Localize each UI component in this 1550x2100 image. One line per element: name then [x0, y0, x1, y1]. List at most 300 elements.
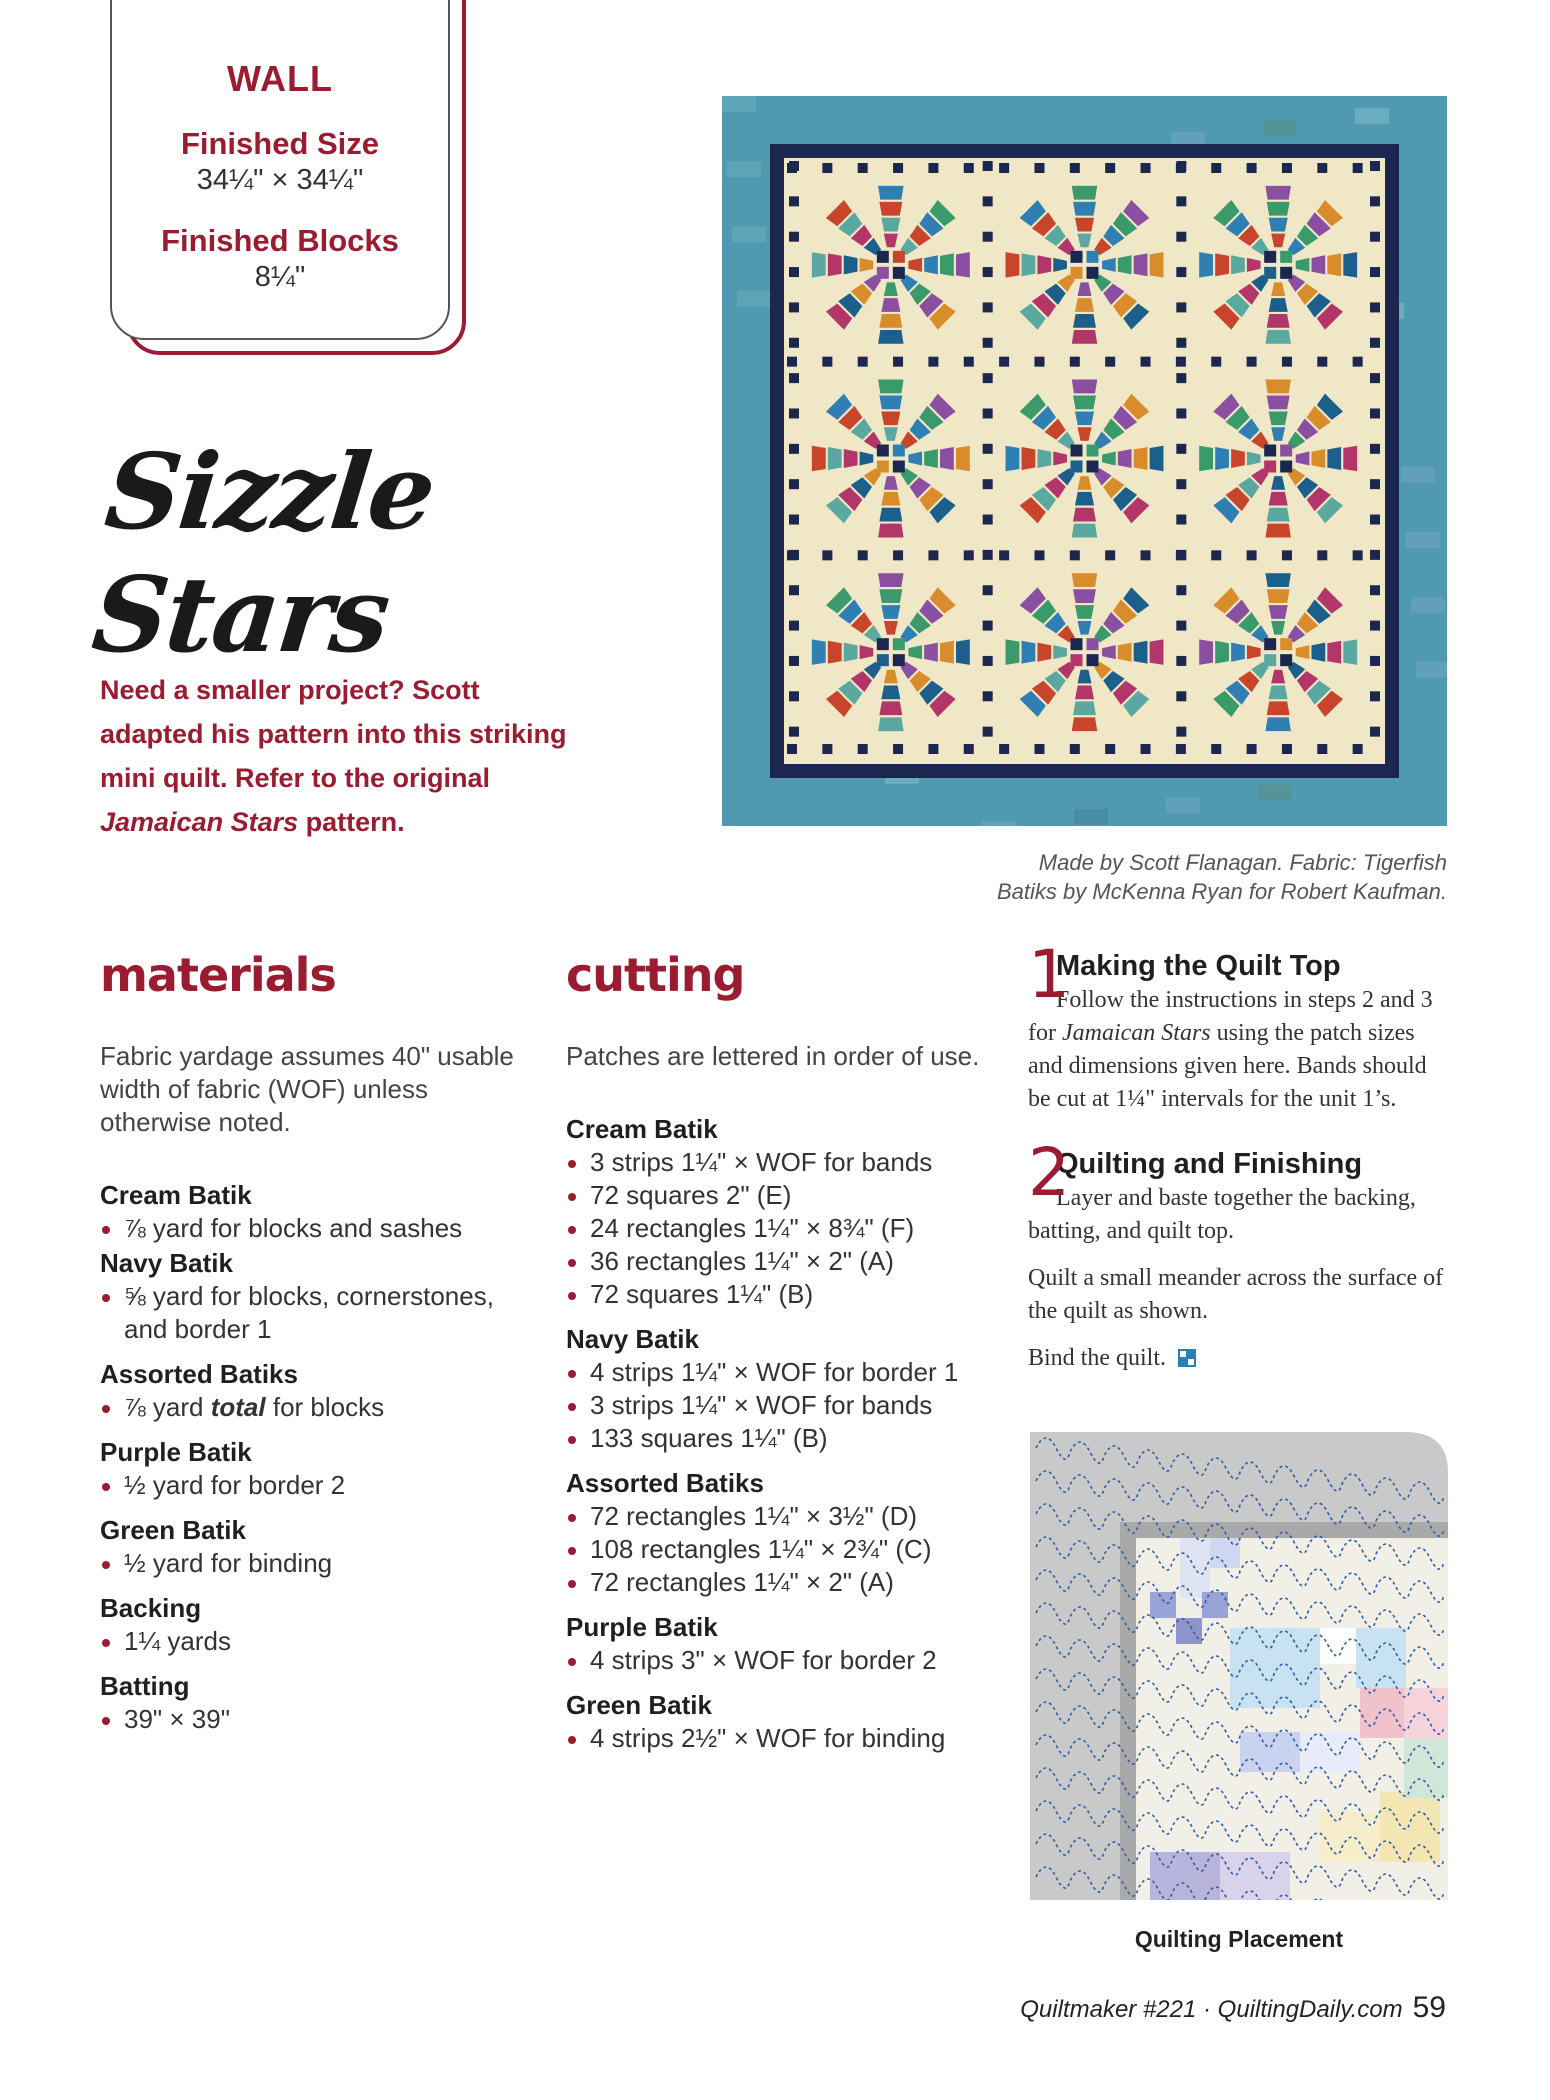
- sashing-square: [964, 357, 974, 367]
- star-strip: [1075, 411, 1094, 425]
- materials-group: [100, 1179, 520, 1245]
- star-strip: [1265, 186, 1290, 200]
- diagram-patch: [1150, 1592, 1176, 1618]
- cutting-note: Patches are lettered in order of use.: [566, 1041, 980, 1071]
- list-item: 4 strips 3" × WOF for border 2: [566, 1644, 996, 1677]
- sashing-square: [789, 515, 799, 525]
- sashing-square: [789, 267, 799, 277]
- group-name: Batting: [100, 1671, 190, 1701]
- group-name: Backing: [100, 1593, 202, 1623]
- list-item: 72 squares 2" (E): [566, 1179, 996, 1212]
- star-strip: [1006, 639, 1020, 664]
- star-strip: [879, 396, 902, 410]
- sashing-square: [789, 656, 799, 666]
- sashing-square: [983, 196, 993, 206]
- star-strip: [1267, 314, 1290, 328]
- step-text: [1028, 984, 1448, 1116]
- sashing-square: [1370, 691, 1380, 701]
- star-strip: [1199, 252, 1213, 277]
- sashing-square: [1141, 744, 1151, 754]
- star-center: [893, 445, 905, 457]
- sashing-square: [983, 479, 993, 489]
- sashing-square: [983, 232, 993, 242]
- star-strip: [1075, 298, 1094, 312]
- sashing-square: [1176, 727, 1186, 737]
- sashing-square: [822, 163, 832, 173]
- star-strip: [879, 314, 902, 328]
- cutting-group: [566, 1467, 996, 1599]
- sashing-square: [789, 373, 799, 383]
- star-strip: [828, 447, 842, 470]
- star-strip: [1269, 605, 1288, 619]
- sashing-square: [789, 408, 799, 418]
- border-texture: [732, 226, 766, 242]
- border-texture: [1166, 797, 1200, 813]
- sashing-square: [789, 302, 799, 312]
- sashing-square: [1176, 479, 1186, 489]
- materials-heading: materials: [100, 948, 336, 1002]
- sashing-square: [1282, 163, 1292, 173]
- emphasis: total: [210, 1392, 266, 1422]
- page-footer: [1020, 1991, 1446, 2025]
- sashing-square: [1370, 338, 1380, 348]
- sashing-square: [928, 357, 938, 367]
- star-strip: [844, 643, 858, 662]
- sashing-square: [1370, 444, 1380, 454]
- group-name: Purple Batik: [566, 1612, 718, 1642]
- star-strip: [1037, 255, 1051, 274]
- sashing-square: [1211, 163, 1221, 173]
- star-strip: [1072, 186, 1097, 200]
- sashing-square: [1282, 550, 1292, 560]
- list-item: 72 rectangles 1¼" × 3½" (D): [566, 1500, 996, 1533]
- sashing-square: [822, 357, 832, 367]
- cutting-group: [566, 1689, 996, 1755]
- star-center: [1280, 654, 1292, 666]
- quilt-illustration: [722, 96, 1447, 826]
- diagram-patch: [1210, 1538, 1240, 1568]
- sashing-square: [1176, 338, 1186, 348]
- star-strip: [1231, 643, 1245, 662]
- star-strip: [1075, 605, 1094, 619]
- end-mark-icon: [1178, 1349, 1196, 1367]
- sashing-square: [983, 267, 993, 277]
- star-strip: [1269, 218, 1288, 232]
- star-strip: [881, 411, 900, 425]
- sashing-square: [787, 550, 797, 560]
- sashing-square: [893, 163, 903, 173]
- star-strip: [1327, 447, 1341, 470]
- star-strip: [1265, 330, 1290, 344]
- list-item: 36 rectangles 1¼" × 2" (A): [566, 1245, 996, 1278]
- sashing-square: [1034, 744, 1044, 754]
- border-texture: [737, 291, 771, 307]
- materials-group: [100, 1514, 520, 1580]
- sashing-square: [1176, 744, 1186, 754]
- star-strip: [1267, 589, 1290, 603]
- star-center: [877, 654, 889, 666]
- star-strip: [1073, 396, 1096, 410]
- star-center: [1264, 461, 1276, 473]
- sashing-square: [1176, 373, 1186, 383]
- diagram-patch: [1230, 1628, 1320, 1708]
- sashing-square: [1105, 357, 1115, 367]
- diagram-patch: [1176, 1618, 1202, 1644]
- star-strip: [1327, 253, 1341, 276]
- cutting-group: [566, 1611, 996, 1677]
- star-center: [893, 267, 905, 279]
- sashing-square: [983, 302, 993, 312]
- star-strip: [1006, 252, 1020, 277]
- star-strip: [881, 218, 900, 232]
- star-strip: [1269, 685, 1288, 699]
- badge-kind: WALL: [227, 58, 333, 99]
- star-strip: [1343, 252, 1357, 277]
- star-center: [1264, 654, 1276, 666]
- sashing-square: [1247, 357, 1257, 367]
- star-strip: [1343, 639, 1357, 664]
- sashing-square: [964, 163, 974, 173]
- sashing-square: [983, 585, 993, 595]
- star-strip: [1267, 396, 1290, 410]
- star-strip: [1150, 446, 1164, 471]
- star-center: [1087, 445, 1099, 457]
- sashing-square: [1034, 357, 1044, 367]
- sashing-square: [1353, 163, 1363, 173]
- star-strip: [1022, 447, 1036, 470]
- sashing-square: [1176, 161, 1186, 171]
- sashing-square: [1370, 196, 1380, 206]
- page-number: 59: [1412, 1991, 1446, 2024]
- group-name: Cream Batik: [566, 1114, 718, 1144]
- star-strip: [878, 524, 903, 538]
- star-center: [877, 638, 889, 650]
- sashing-square: [964, 550, 974, 560]
- sashing-square: [789, 232, 799, 242]
- cutting-group: [566, 1323, 996, 1455]
- star-strip: [1134, 641, 1148, 664]
- sashing-square: [1105, 744, 1115, 754]
- star-strip: [1265, 573, 1290, 587]
- list-item: 133 squares 1¼" (B): [566, 1422, 996, 1455]
- star-strip: [1311, 449, 1325, 468]
- sashing-square: [1070, 744, 1080, 754]
- star-strip: [879, 701, 902, 715]
- step-text: Quilt a small meander across the surface of the quilt as shown.: [1028, 1265, 1444, 1324]
- star-strip: [1215, 253, 1229, 276]
- sashing-square: [1176, 444, 1186, 454]
- cutting-group: [566, 1113, 996, 1311]
- star-strip: [879, 202, 902, 216]
- star-strip: [828, 641, 842, 664]
- star-strip: [1199, 639, 1213, 664]
- sashing-square: [858, 163, 868, 173]
- border-texture: [1355, 108, 1389, 124]
- star-center: [1087, 654, 1099, 666]
- sashing-square: [983, 408, 993, 418]
- star-strip: [1231, 449, 1245, 468]
- star-strip: [1311, 255, 1325, 274]
- sashing-square: [1211, 744, 1221, 754]
- diagram-patch: [1380, 1792, 1440, 1862]
- sashing-square: [1317, 163, 1327, 173]
- caption-line-2: Batiks by McKenna Ryan for Robert Kaufman.: [997, 879, 1447, 904]
- sashing-square: [1141, 163, 1151, 173]
- sashing-square: [983, 338, 993, 348]
- sashing-square: [1353, 744, 1363, 754]
- sashing-square: [983, 515, 993, 525]
- sashing-square: [789, 444, 799, 454]
- star-strip: [1267, 508, 1290, 522]
- diagram-patch: [1404, 1738, 1448, 1798]
- sashing-square: [789, 196, 799, 206]
- sashing-square: [1105, 163, 1115, 173]
- star-strip: [1269, 411, 1288, 425]
- list-item: 24 rectangles 1¼" × 8¾" (F): [566, 1212, 996, 1245]
- sashing-square: [1176, 621, 1186, 631]
- star-center: [1087, 251, 1099, 263]
- intro-body: Need a smaller project? Scott adapted his pattern into this striking mini quilt. Refer to the original: [100, 675, 567, 793]
- photo-caption: [722, 848, 1447, 906]
- star-strip: [828, 253, 842, 276]
- star-strip: [881, 492, 900, 506]
- sashing-square: [1370, 727, 1380, 737]
- star-center: [877, 267, 889, 279]
- star-strip: [881, 605, 900, 619]
- star-center: [1071, 638, 1083, 650]
- star-strip: [1134, 253, 1148, 276]
- border-texture: [1263, 120, 1297, 136]
- sashing-square: [787, 744, 797, 754]
- star-strip: [881, 685, 900, 699]
- star-strip: [879, 589, 902, 603]
- star-center: [1071, 267, 1083, 279]
- sashing-square: [928, 744, 938, 754]
- sashing-square: [1370, 479, 1380, 489]
- list-item: [100, 1391, 520, 1424]
- step-text-end: using the patch sizes and dimensions given here. Bands should be cut at 1¼" intervals for the unit 1’s.: [1028, 1020, 1427, 1112]
- sashing-square: [1370, 656, 1380, 666]
- star-strip: [940, 253, 954, 276]
- sashing-square: [1370, 408, 1380, 418]
- caption-line-1: Made by Scott Flanagan. Fabric: Tigerfish: [1038, 850, 1447, 875]
- star-strip: [924, 255, 938, 274]
- diagram-patch: [1404, 1688, 1448, 1738]
- sashing-square: [1176, 408, 1186, 418]
- star-strip: [1327, 641, 1341, 664]
- star-strip: [1269, 298, 1288, 312]
- materials-note: Fabric yardage assumes 40" usable width of fabric (WOF) unless otherwise noted.: [100, 1041, 514, 1137]
- sashing-square: [1176, 357, 1186, 367]
- star-center: [877, 461, 889, 473]
- list-item: 108 rectangles 1¼" × 2¾" (C): [566, 1533, 996, 1566]
- list-item: 3 strips 1¼" × WOF for bands: [566, 1389, 996, 1422]
- border-texture: [1411, 597, 1445, 613]
- star-strip: [878, 573, 903, 587]
- star-strip: [812, 639, 826, 664]
- step-text-start: Follow the instructions in steps 2 and 3 for: [1028, 987, 1433, 1046]
- sashing-square: [1070, 550, 1080, 560]
- sashing-square: [1247, 163, 1257, 173]
- step-text: Layer and baste together the backing, batting, and quilt top.: [1028, 1185, 1416, 1244]
- intro-pattern-name: Jamaican Stars: [100, 807, 299, 837]
- sashing-square: [1370, 373, 1380, 383]
- sashing-square: [1370, 621, 1380, 631]
- sashing-square: [893, 550, 903, 560]
- sashing-square: [1105, 550, 1115, 560]
- group-name: Purple Batik: [100, 1437, 252, 1467]
- step-number: 1: [1028, 936, 1070, 1013]
- star-strip: [956, 446, 970, 471]
- sashing-square: [999, 744, 1009, 754]
- star-strip: [1150, 639, 1164, 664]
- sashing-square: [1282, 357, 1292, 367]
- sashing-square: [1317, 550, 1327, 560]
- star-strip: [1265, 380, 1290, 394]
- diagram-patch: [1320, 1628, 1356, 1664]
- diagram-patch: [1202, 1592, 1228, 1618]
- sashing-square: [1176, 550, 1186, 560]
- list-item: 39" × 39": [100, 1703, 520, 1736]
- page-title: Sizzle Stars: [87, 430, 440, 676]
- sashing-square: [1370, 161, 1380, 171]
- list-item: ⅝ yard for blocks, cornerstones, and border 1: [100, 1280, 520, 1346]
- materials-group: [100, 1358, 520, 1424]
- group-name: Assorted Batiks: [566, 1468, 764, 1498]
- group-name: Navy Batik: [566, 1324, 699, 1354]
- diagram-patch: [1220, 1852, 1290, 1900]
- star-strip: [1267, 202, 1290, 216]
- intro-text: [100, 668, 570, 844]
- star-strip: [878, 330, 903, 344]
- star-center: [1071, 445, 1083, 457]
- star-strip: [1199, 446, 1213, 471]
- group-name: Green Batik: [100, 1515, 246, 1545]
- sashing-square: [1317, 357, 1327, 367]
- sashing-square: [928, 163, 938, 173]
- step-number: 2: [1028, 1134, 1070, 1211]
- sashing-square: [787, 163, 797, 173]
- sashing-square: [1034, 550, 1044, 560]
- star-strip: [1118, 449, 1132, 468]
- materials-section: [100, 948, 520, 1736]
- sashing-square: [822, 550, 832, 560]
- star-strip: [1215, 641, 1229, 664]
- instructions: [1028, 936, 1448, 1375]
- sashing-square: [928, 550, 938, 560]
- step-title: Making the Quilt Top: [1056, 950, 1341, 982]
- bind-text: Bind the quilt.: [1028, 1345, 1166, 1371]
- star-center: [877, 445, 889, 457]
- sashing-square: [1370, 302, 1380, 312]
- star-strip: [1118, 643, 1132, 662]
- list-item: ⅞ yard for blocks and sashes: [100, 1212, 520, 1245]
- star-strip: [1134, 447, 1148, 470]
- star-center: [1071, 251, 1083, 263]
- sashing-square: [1070, 357, 1080, 367]
- finished-size-label: Finished Size: [180, 126, 380, 161]
- star-center: [1280, 251, 1292, 263]
- sashing-square: [1211, 357, 1221, 367]
- list-item: 4 strips 2½" × WOF for binding: [566, 1722, 996, 1755]
- star-strip: [1073, 508, 1096, 522]
- yardage-tail: for blocks: [265, 1392, 385, 1422]
- star-strip: [1267, 701, 1290, 715]
- group-name: Assorted Batiks: [100, 1359, 298, 1389]
- border-texture: [1416, 662, 1447, 678]
- star-strip: [812, 446, 826, 471]
- sashing-square: [999, 163, 1009, 173]
- star-strip: [1022, 253, 1036, 276]
- sashing-square: [1370, 550, 1380, 560]
- border-texture: [1401, 467, 1435, 483]
- sashing-square: [1370, 585, 1380, 595]
- star-center: [893, 461, 905, 473]
- quilt-photo: [722, 96, 1447, 826]
- sashing-square: [964, 744, 974, 754]
- sashing-square: [789, 727, 799, 737]
- diagram-patch: [1360, 1688, 1404, 1738]
- sashing-square: [858, 550, 868, 560]
- list-item: ½ yard for binding: [100, 1547, 520, 1580]
- star-strip: [1072, 717, 1097, 731]
- cutting-section: [566, 948, 996, 1755]
- sashing-square: [1176, 585, 1186, 595]
- sashing-square: [1176, 302, 1186, 312]
- star-center: [1280, 267, 1292, 279]
- sashing-square: [1176, 267, 1186, 277]
- sashing-square: [1141, 357, 1151, 367]
- star-strip: [940, 447, 954, 470]
- star-strip: [879, 508, 902, 522]
- star-strip: [812, 252, 826, 277]
- quilting-placement-illustration: [1030, 1432, 1448, 1900]
- group-name: Green Batik: [566, 1690, 712, 1720]
- star-strip: [878, 717, 903, 731]
- star-center: [893, 654, 905, 666]
- finished-blocks-value: 8¼": [254, 261, 306, 293]
- sashing-square: [1247, 744, 1257, 754]
- star-strip: [1118, 255, 1132, 274]
- sashing-square: [1176, 196, 1186, 206]
- sashing-square: [1353, 357, 1363, 367]
- group-name: Navy Batik: [100, 1248, 233, 1278]
- star-strip: [1037, 643, 1051, 662]
- sashing-square: [983, 621, 993, 631]
- star-center: [1087, 638, 1099, 650]
- sashing-square: [1176, 515, 1186, 525]
- star-center: [1087, 461, 1099, 473]
- star-strip: [1215, 447, 1229, 470]
- sashing-square: [1370, 232, 1380, 242]
- sashing-square: [1211, 550, 1221, 560]
- sashing-square: [858, 357, 868, 367]
- star-strip: [1073, 589, 1096, 603]
- star-center: [893, 251, 905, 263]
- sashing-square: [789, 691, 799, 701]
- sashing-square: [1070, 163, 1080, 173]
- sashing-square: [999, 357, 1009, 367]
- sashing-square: [893, 744, 903, 754]
- star-strip: [1072, 524, 1097, 538]
- star-strip: [1073, 701, 1096, 715]
- star-strip: [844, 255, 858, 274]
- star-strip: [956, 252, 970, 277]
- step-2: [1028, 1134, 1448, 1375]
- star-strip: [1072, 380, 1097, 394]
- quilting-diagram: [1030, 1432, 1448, 1900]
- star-strip: [940, 641, 954, 664]
